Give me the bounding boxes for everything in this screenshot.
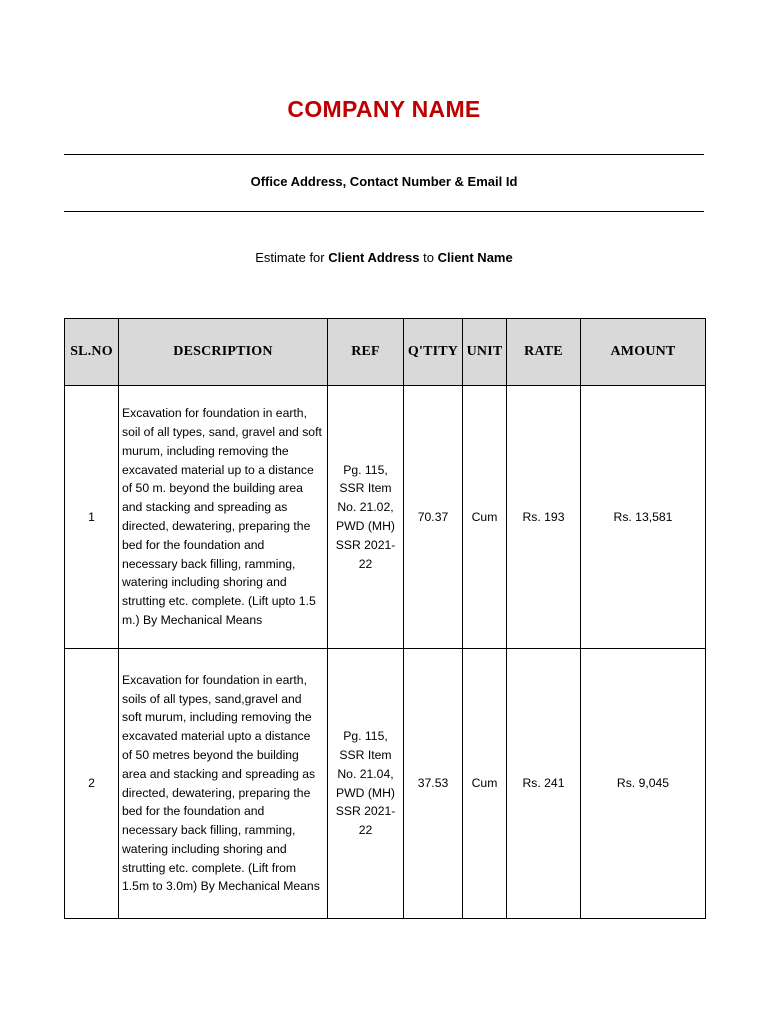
- client-address: Client Address: [328, 250, 420, 265]
- estimate-table: [64, 318, 706, 919]
- cell-qty: 37.53: [404, 649, 463, 919]
- header-unit: UNIT: [463, 319, 507, 386]
- cell-amount: Rs. 13,581: [581, 386, 706, 649]
- cell-description: Excavation for foundation in earth, soils of all types, sand,gravel and soft murum, including removing the excavated material upto a distance of 50 metres beyond the building area and stacking and spreading as directed, dewatering, preparing the bed for the foundation and necessary back filling, ramming, watering including shoring and strutting etc. complete. (Lift from 1.5m to 3.0m) By Mechanical Means: [119, 649, 328, 919]
- company-name: COMPANY NAME: [287, 96, 481, 122]
- table-row: [65, 649, 706, 919]
- header-description: DESCRIPTION: [119, 319, 328, 386]
- cell-description: Excavation for foundation in earth, soil of all types, sand, gravel and soft murum, including removing the excavated material up to a distance of 50 m. beyond the building area and stacking and spreading as directed, dewatering, preparing the bed for the foundation and necessary back filling, ramming, watering including shoring and strutting etc. complete. (Lift upto 1.5 m.) By Mechanical Means: [119, 386, 328, 649]
- table-header-row: [65, 319, 706, 386]
- estimate-connector: to: [419, 250, 438, 265]
- cell-amount: Rs. 9,045: [581, 649, 706, 919]
- header-slno: SL.NO: [65, 319, 119, 386]
- office-contact-line: Office Address, Contact Number & Email Id: [250, 174, 518, 189]
- header-qty: Q'TITY: [404, 319, 463, 386]
- cell-rate: Rs. 241: [507, 649, 581, 919]
- cell-ref: Pg. 115, SSR Item No. 21.04, PWD (MH) SSR 2021-22: [328, 649, 404, 919]
- estimate-line: [0, 250, 768, 265]
- header-rate: RATE: [507, 319, 581, 386]
- cell-slno: 2: [65, 649, 119, 919]
- table-row: [65, 386, 706, 649]
- header-ref: REF: [328, 319, 404, 386]
- header-divider-top: [64, 154, 704, 155]
- cell-unit: Cum: [463, 386, 507, 649]
- cell-slno: 1: [65, 386, 119, 649]
- cell-unit: Cum: [463, 649, 507, 919]
- cell-ref: Pg. 115, SSR Item No. 21.02, PWD (MH) SSR 2021-22: [328, 386, 404, 649]
- client-name: Client Name: [437, 250, 513, 265]
- estimate-prefix: Estimate for: [255, 250, 329, 265]
- header-divider-bottom: [64, 211, 704, 212]
- cell-rate: Rs. 193: [507, 386, 581, 649]
- header-amount: AMOUNT: [581, 319, 706, 386]
- cell-qty: 70.37: [404, 386, 463, 649]
